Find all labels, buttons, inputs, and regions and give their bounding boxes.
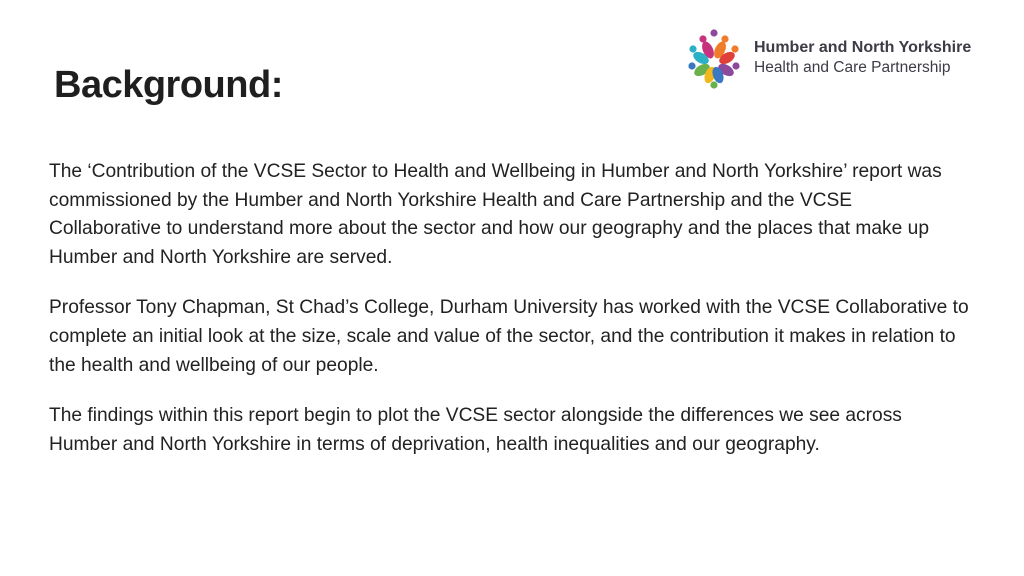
- people-cluster-logo-icon: [686, 28, 742, 90]
- slide-title: Background:: [54, 64, 283, 106]
- paragraph-findings: The findings within this report begin to plot the VCSE sector alongside the differences we see across Humber and North Yorkshire in terms of deprivation, health inequalities and our geography.: [49, 405, 902, 455]
- paragraph-report-commission: The ‘Contribution of the VCSE Sector to Health and Wellbeing in Humber and North Yorkshire’ report was commissioned by the Humber and North Yorkshire Health and Care Partnership and the VCSE Collaborative to understand more about the sector and how our geography and the places that make up Humber and North Yorkshire are served.: [49, 161, 942, 268]
- logo-text: [754, 38, 971, 78]
- paragraph-professor-chapman: Professor Tony Chapman, St Chad’s College, Durham University has worked with the VCSE Collaborative to complete an initial look at the size, scale and value of the sector, and the contribution it makes in relation to the health and wellbeing of our people.: [49, 297, 969, 376]
- logo-org-name: Humber and North Yorkshire: [754, 39, 972, 56]
- logo-org-subtitle: Health and Care Partnership: [754, 59, 951, 76]
- body-text: [49, 158, 969, 481]
- partnership-logo: [686, 28, 996, 92]
